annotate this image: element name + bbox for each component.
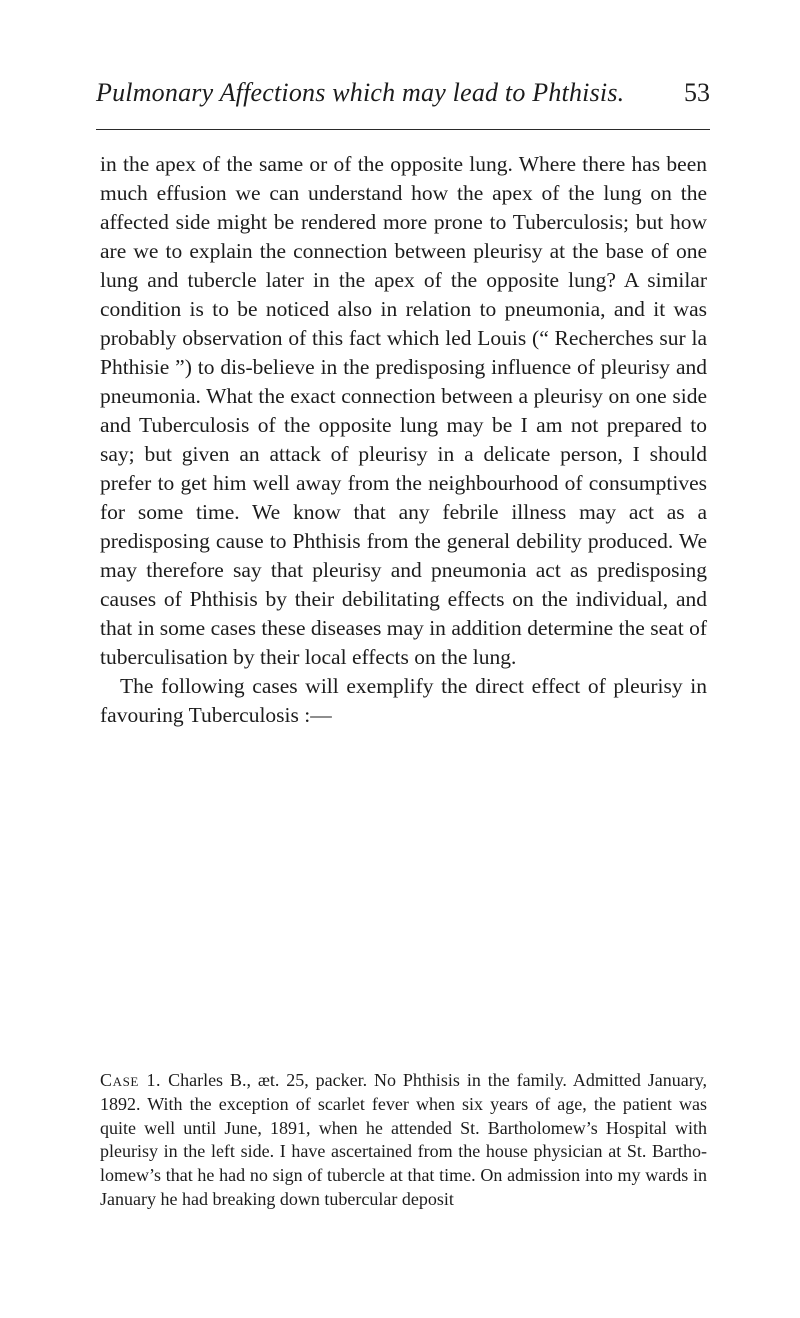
case-body: Charles B., æt. 25, packer. No Phthisis in the family. Admitted January, 1892. With the exception of scarlet fever when six years of age, the patient was quite well until June, 1891, when he attended St. Bartholomew’s Hospital with pleurisy in the left side. I have ascertained from the house physician at St. Bartho-lomew’s that he had no sign of tubercle at that time. On admission into my wards in January he had breaking down tubercular deposit xyxy=(100,1070,708,1209)
paragraph: in the apex of the same or of the opposite lung. Where there has been much effusion we can understand how the apex of the lung on the affected side might be rendered more prone to Tuberculosis; but how are we to explain the connection between pleurisy at the base of one lung and tubercle later in the apex of the opposite lung? A similar condition is to be noticed also in relation to pneumonia, and it was probably observation of this fact which led Louis (“ Recherches sur la Phthisie ”) to dis-believe in the predisposing influence of pleurisy and pneumonia. What the exact connection between a pleurisy on one side and Tuberculosis of the opposite lung may be I am not prepared to say; but given an attack of pleurisy in a delicate person, I should prefer to get him well away from the neighbourhood of consumptives for some time. We know that any febrile illness may act as a predisposing cause to Phthisis from the general debility produced. We may therefore say that pleurisy and pneumonia act as predisposing causes of Phthisis by their debilitating effects on the individual, and that in some cases these diseases may in addition determine the seat of tuberculisation by their local effects on the lung. xyxy=(100,152,707,669)
page-number: 53 xyxy=(684,78,710,107)
case-report xyxy=(100,1069,707,1212)
case-paragraph xyxy=(100,1069,707,1212)
header-rule xyxy=(96,129,710,130)
paragraph: The following cases will exemplify the direct effect of pleurisy in favouring Tuberculosis :— xyxy=(100,674,707,727)
running-title: Pulmonary Affections which may lead to Phthisis. xyxy=(96,78,625,107)
running-head xyxy=(96,74,710,122)
main-text xyxy=(100,150,707,730)
case-label: Case 1. xyxy=(100,1070,162,1090)
